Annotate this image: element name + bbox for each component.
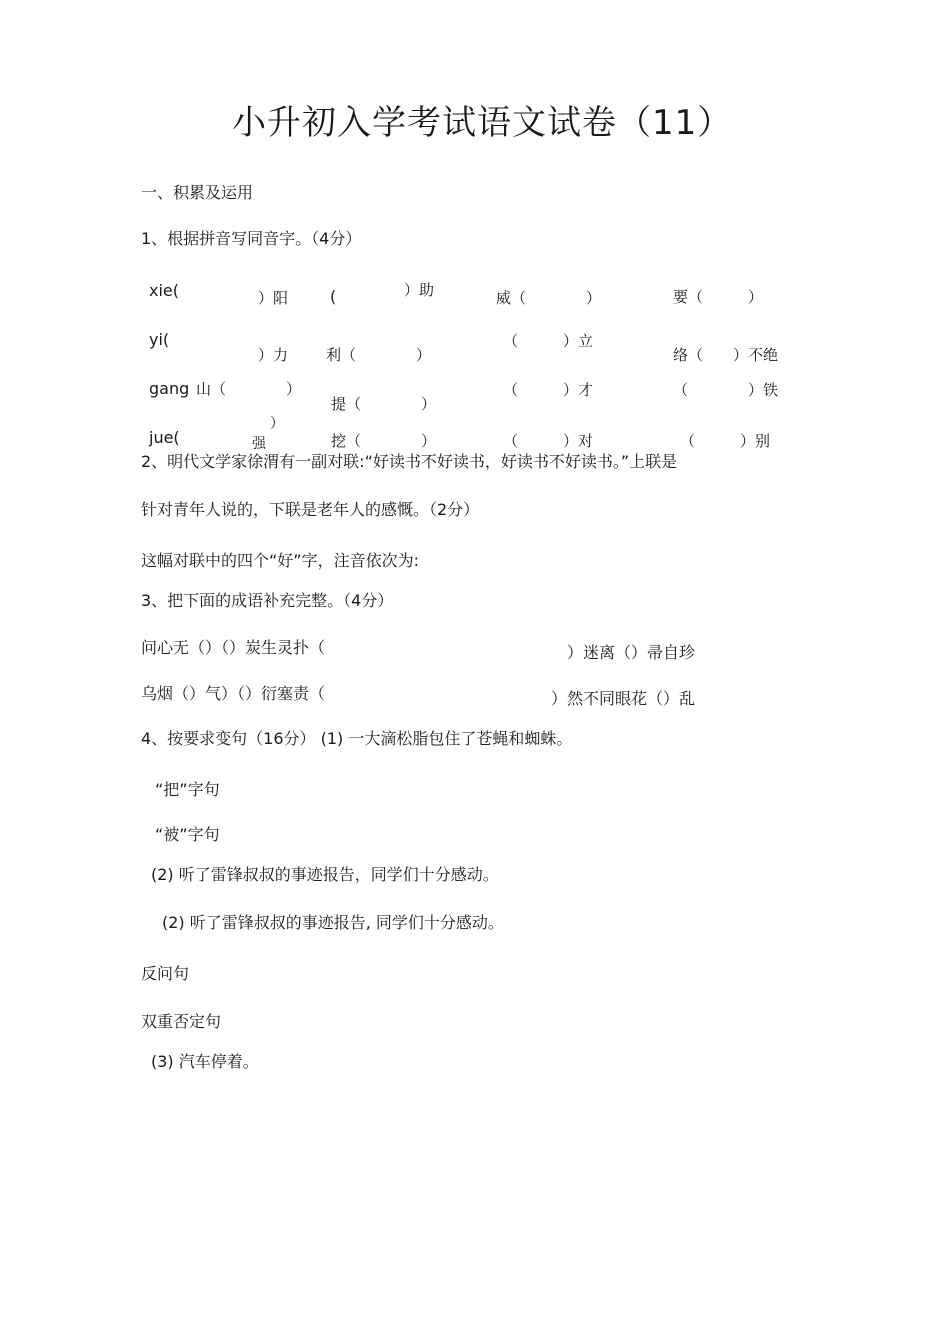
rhetorical-question-label: 反问句 bbox=[141, 964, 190, 983]
question-2-line-3: 这幅对联中的四个“好”字，注音依次为: bbox=[141, 551, 419, 570]
gang-cell-1: 山（ ） bbox=[196, 380, 302, 398]
gang-cell-2: （ ）才 bbox=[503, 381, 594, 399]
idiom-row-2-right: ）然不同眼花（）乱 bbox=[551, 689, 696, 708]
jue-cell-2: （ ）对 bbox=[503, 432, 594, 450]
jue-cell-1: 挖（ ） bbox=[331, 432, 437, 450]
gang-cell-3: （ ）铁 bbox=[673, 381, 779, 399]
sentence-2a: (2) 听了雷锋叔叔的事迹报告，同学们十分感动。 bbox=[151, 865, 499, 884]
idiom-row-2-left: 乌烟（）气）（）衍塞责（ bbox=[141, 684, 326, 703]
pinyin-xie: xie( bbox=[149, 281, 179, 300]
pinyin-yi: yi( bbox=[149, 330, 170, 349]
yi-cell-3: （ ）立 bbox=[503, 332, 594, 350]
idiom-row-1-right: ）迷离（）帚自珍 bbox=[567, 643, 696, 662]
jue-cell-3: （ ）别 bbox=[680, 432, 771, 450]
qiang-cell: 强 bbox=[252, 436, 266, 452]
xie-cell-1: ）阳 bbox=[258, 289, 289, 307]
bei-sentence-label: “被”字句 bbox=[155, 825, 220, 844]
xie-cell-5: 要（ ） bbox=[673, 288, 764, 306]
page-title: 小升初入学考试语文试卷（11） bbox=[232, 103, 733, 143]
sentence-2b: (2) 听了雷锋叔叔的事迹报告, 同学们十分感动。 bbox=[162, 913, 504, 932]
question-2-line-2: 针对青年人说的，下联是老年人的感慨。（2分） bbox=[141, 500, 480, 519]
question-4-prompt: 4、按要求变句（16分） (1) 一大滴松脂包住了苍蝇和蜘蛛。 bbox=[141, 729, 573, 748]
section-heading: 一、积累及运用 bbox=[141, 183, 254, 202]
question-2-line-1: 2、明代文学家徐渭有一副对联:“好读书不好读书，好读书不好读书。”上联是 bbox=[141, 452, 678, 471]
yi-cell-2: 利（ ） bbox=[326, 346, 432, 364]
pinyin-jue: jue( bbox=[149, 428, 180, 447]
question-1-prompt: 1、根据拼音写同音字。（4分） bbox=[141, 229, 362, 248]
xie-cell-3: ）助 bbox=[404, 281, 435, 299]
idiom-row-1-left: 问心无（）（）炭生灵扑（ bbox=[141, 638, 326, 657]
yi-cell-4: 络（ ）不绝 bbox=[673, 346, 779, 364]
qiang-paren: ） bbox=[270, 416, 284, 432]
yi-cell-1: ）力 bbox=[258, 346, 289, 364]
question-3-prompt: 3、把下面的成语补充完整。（4分） bbox=[141, 591, 394, 610]
ba-sentence-label: “把”字句 bbox=[155, 780, 220, 799]
xie-cell-4: 威（ ） bbox=[496, 289, 602, 307]
sentence-3: (3) 汽车停着。 bbox=[151, 1052, 259, 1071]
xie-cell-2: ( bbox=[330, 287, 337, 306]
pinyin-gang: gang bbox=[149, 379, 190, 398]
double-negative-label: 双重否定句 bbox=[141, 1012, 222, 1031]
ti-cell: 提（ ） bbox=[331, 395, 437, 413]
